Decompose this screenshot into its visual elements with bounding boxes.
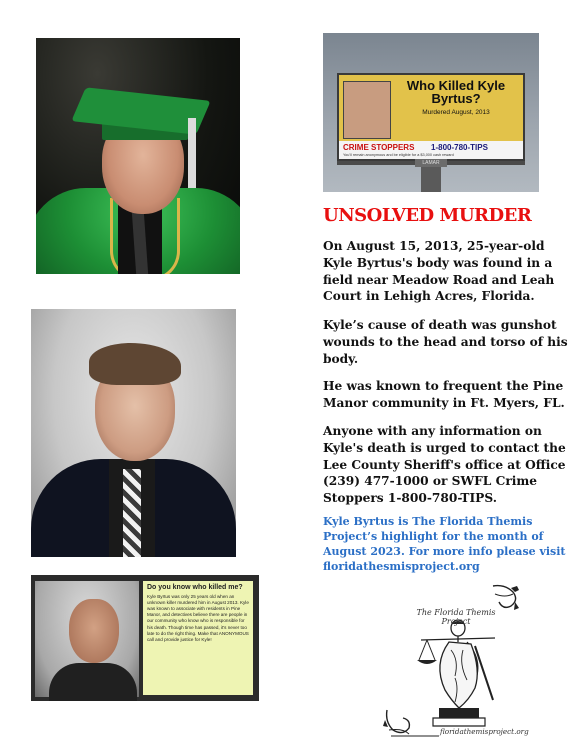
- paragraph-contact: Anyone with any information on Kyle's death is urged to contact the Lee County Sheriff's office at Office (239) 477-1000 or SWFL Crime Stoppers 1-800-780-TIPS.: [323, 424, 566, 506]
- suit-portrait-photo: [31, 309, 236, 557]
- billboard-subtitle: Murdered August, 2013: [422, 109, 490, 116]
- billboard-title: Who Killed Kyle Byrtus?: [406, 78, 506, 106]
- graduation-photo: [36, 38, 240, 274]
- billboard-crime-stoppers: CRIME STOPPERS: [343, 143, 415, 152]
- flyer-photo: [31, 575, 259, 701]
- paragraph-cause-of-death: Kyle’s cause of death was gunshot wounds to the head and torso of his body.: [323, 318, 568, 366]
- mugshot-image: [35, 581, 139, 697]
- themis-logo: [383, 580, 533, 740]
- highlight-note: Kyle Byrtus is The Florida Themis Project’s highlight for the month of August 2023. For more info please visit floridathesmisproject.org: [323, 515, 566, 573]
- flyer-heading: Do you know who killed me?: [147, 584, 243, 591]
- flyer-body: Kyle Byrtus was only 25 years old when an unknown killer murdered him in August 2013. Kyle was known to associate with residents in Pine Manor, and detectives believe there are people in our community who know who is responsible for his death. Though time has passed, it's never too late to do the right thing. Make that ANONYMOUS call and provide justice for Kyle!: [147, 593, 249, 642]
- billboard-photo: [323, 33, 539, 192]
- billboard-fine-print: You'll remain anonymous and be eligible for a $3,000 cash reward: [343, 153, 454, 157]
- billboard-panel: [337, 73, 525, 161]
- paragraph-community: He was known to frequent the Pine Manor community in Ft. Myers, FL.: [323, 379, 565, 410]
- logo-title: The Florida Themis Project: [416, 608, 496, 626]
- headline: UNSOLVED MURDER: [323, 205, 532, 226]
- billboard-company: LAMAR: [415, 159, 447, 167]
- flyer-notice: [143, 581, 253, 695]
- logo-url: floridathemisproject.org: [440, 727, 529, 736]
- billboard-phone: 1-800-780-TIPS: [431, 143, 488, 152]
- paragraph-discovery: On August 15, 2013, 25-year-old Kyle Byrtus's body was found in a field near Meadow Road and Leah Court in Lehigh Acres, Florida.: [323, 239, 555, 304]
- billboard-portrait: [343, 81, 391, 139]
